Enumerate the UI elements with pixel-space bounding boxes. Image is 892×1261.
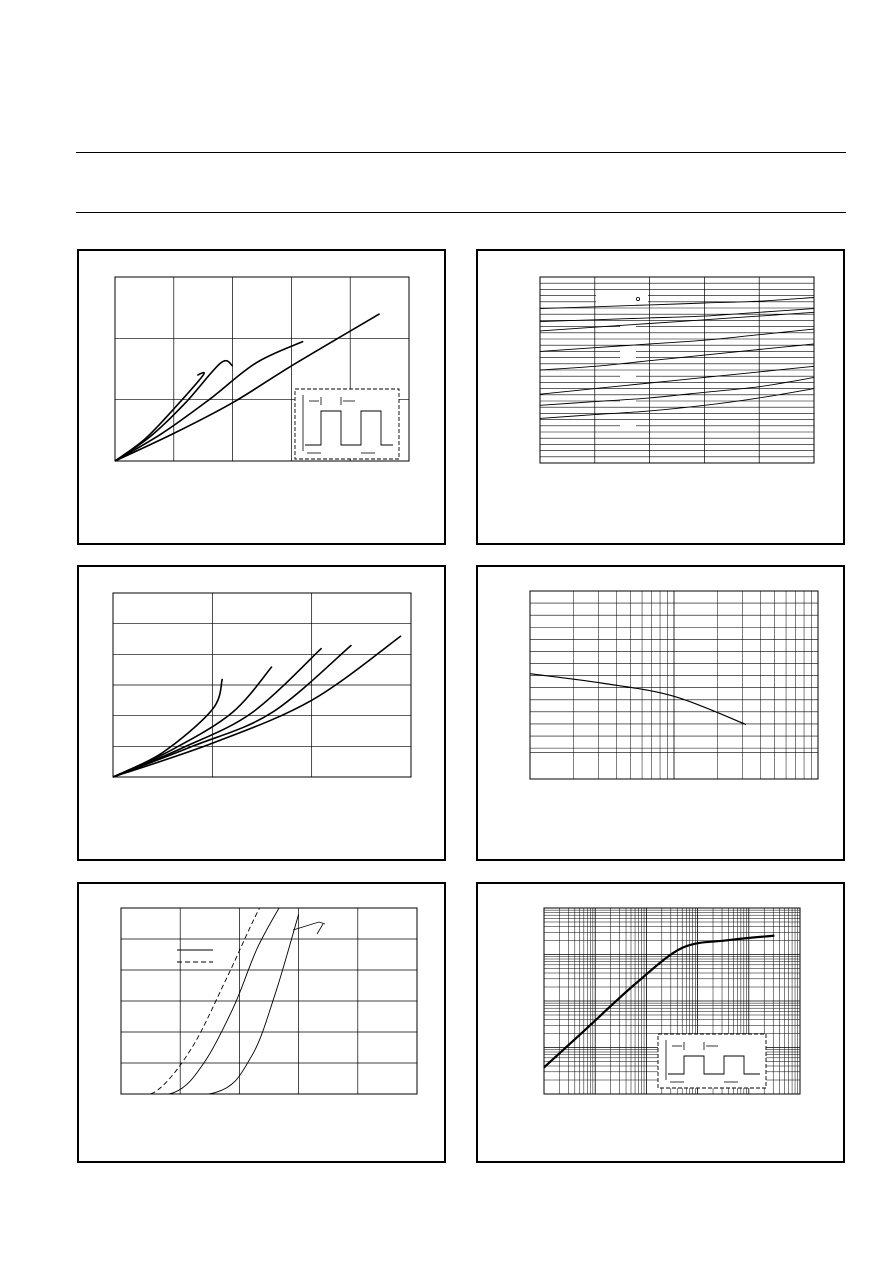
series-group [127, 884, 299, 1096]
label-mask [620, 323, 636, 330]
series-line [540, 312, 814, 331]
chart-5 [79, 884, 444, 1161]
chart-6 [478, 884, 843, 1161]
label-mask [620, 397, 636, 404]
label-mask [596, 293, 648, 305]
header-rule-top [76, 152, 846, 153]
label-mask [620, 351, 636, 358]
chart-1 [79, 251, 444, 543]
series-line [127, 905, 281, 1095]
series-line [530, 674, 746, 725]
chart-3 [79, 567, 444, 859]
figure-panel-6 [476, 882, 845, 1163]
inset-box [295, 389, 399, 459]
figure-panel-4 [476, 565, 845, 861]
series-line [540, 298, 814, 309]
series-line [540, 344, 814, 370]
figure-panel-2 [476, 249, 845, 545]
callout-line [317, 924, 323, 934]
series-line [115, 373, 204, 461]
series-line [113, 648, 322, 777]
series-line [127, 884, 287, 1095]
series-line [113, 667, 272, 777]
figure-panel-5 [77, 882, 446, 1163]
figure-panel-3 [77, 565, 446, 861]
series-line [113, 645, 351, 777]
series-line [113, 679, 222, 777]
series-line [115, 341, 303, 461]
series-line [127, 914, 299, 1095]
series-line [540, 366, 814, 394]
label-mask [620, 423, 636, 430]
series-line [540, 389, 814, 419]
header-rule-bottom [76, 212, 846, 213]
inset-box [658, 1034, 766, 1088]
chart-4 [478, 567, 843, 859]
figure-panel-1 [77, 249, 446, 545]
label-mask [620, 373, 636, 380]
chart-2 [478, 251, 843, 543]
